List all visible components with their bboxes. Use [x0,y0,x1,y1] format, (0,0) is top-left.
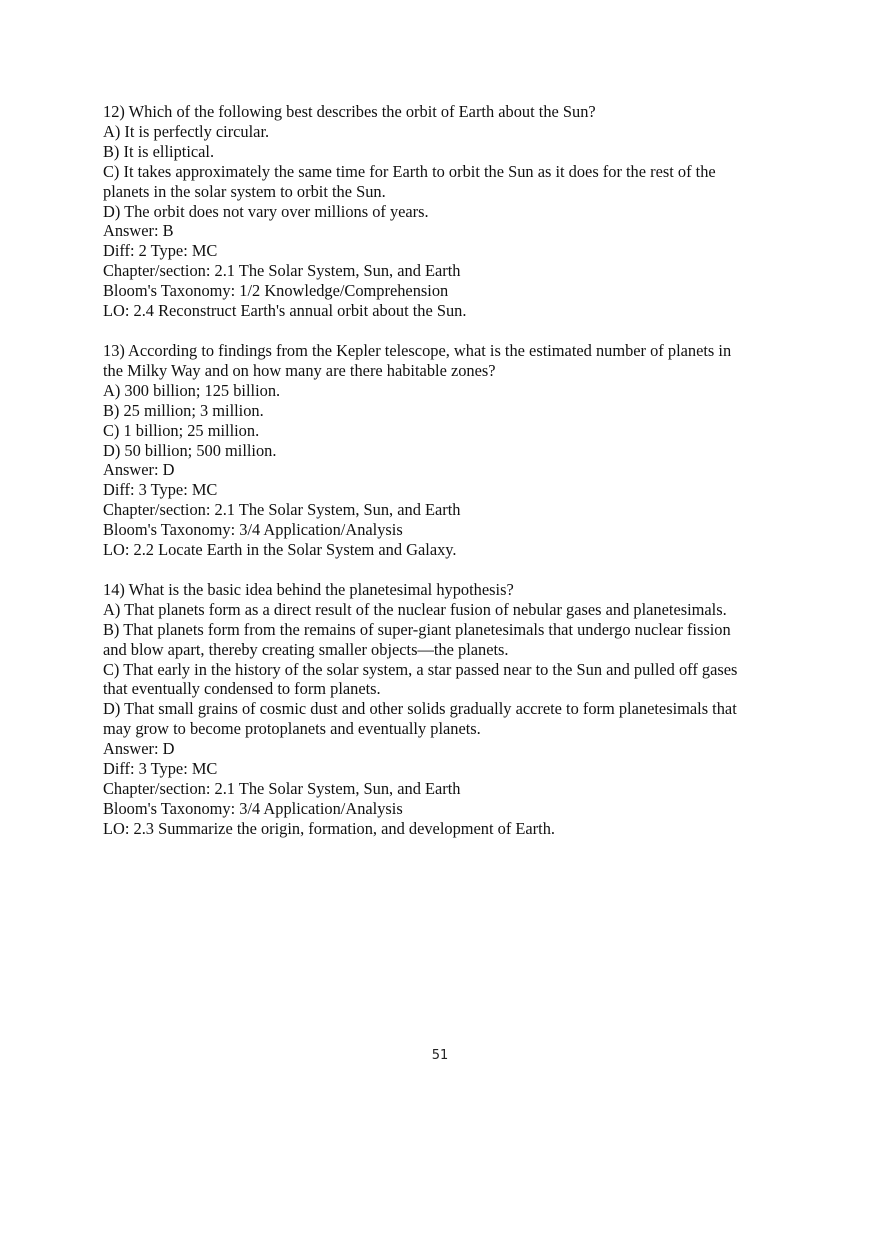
question-12-prompt: 12) Which of the following best describes the orbit of Earth about the Sun? [103,102,596,121]
question-13-answer: Answer: D [103,460,175,480]
question-14-bloom: Bloom's Taxonomy: 3/4 Application/Analysis [103,798,403,818]
question-13-option-a: A) 300 billion; 125 billion. [103,380,281,400]
question-12-option-c-line-2: planets in the solar system to orbit the Sun. [103,181,386,201]
question-14-option-a: A) That planets form as a direct result of the nuclear fusion of nebular gases and planetesimals. [103,599,727,619]
question-12-option-d: D) The orbit does not vary over millions of years. [103,201,429,221]
document-page [103,102,793,859]
question-12-option-a: A) It is perfectly circular. [103,121,270,141]
question-12-bloom: Bloom's Taxonomy: 1/2 Knowledge/Comprehension [103,281,449,301]
question-14-option-b-line-1: B) That planets form from the remains of super-giant planetesimals that undergo nuclear fission [103,619,731,639]
question-13-prompt-line-1: 13) According to findings from the Kepler telescope, what is the estimated number of planets in [103,340,732,360]
question-12-chapter: Chapter/section: 2.1 The Solar System, Sun, and Earth [103,261,461,281]
question-14-option-d-line-1: D) That small grains of cosmic dust and other solids gradually accrete to form planetesimals that [103,699,737,719]
question-14-prompt: 14) What is the basic idea behind the planetesimal hypothesis? [103,579,514,599]
question-14-option-d-line-2: may grow to become protoplanets and eventually planets. [103,719,481,739]
question-13-bloom: Bloom's Taxonomy: 3/4 Application/Analysis [103,520,403,540]
question-13-prompt-line-2: the Milky Way and on how many are there habitable zones? [103,360,496,380]
question-12-option-b: B) It is elliptical. [103,141,215,161]
page-number: 51 [431,1048,449,1063]
question-14-option-c-line-1: C) That early in the history of the solar system, a star passed near to the Sun and pulled off gases [103,659,738,679]
question-13-lo: LO: 2.2 Locate Earth in the Solar System and Galaxy. [103,540,457,560]
question-12-answer: Answer: B [103,221,174,241]
question-13-difficulty: Diff: 3 Type: MC [103,480,218,500]
question-13-option-d: D) 50 billion; 500 million. [103,440,277,460]
question-14-option-b-line-2: and blow apart, thereby creating smaller objects—the planets. [103,639,509,659]
question-12-difficulty: Diff: 2 Type: MC [103,241,218,261]
question-13-chapter: Chapter/section: 2.1 The Solar System, Sun, and Earth [103,500,461,520]
question-13 [103,341,793,560]
question-14-answer: Answer: D [103,739,175,759]
question-13-option-c: C) 1 billion; 25 million. [103,420,260,440]
question-12 [103,102,793,321]
question-12-option-c-line-1: C) It takes approximately the same time for Earth to orbit the Sun as it does for the rest of the [103,161,716,181]
question-14-chapter: Chapter/section: 2.1 The Solar System, Sun, and Earth [103,779,461,798]
question-12-lo: LO: 2.4 Reconstruct Earth's annual orbit about the Sun. [103,301,467,321]
question-14 [103,580,793,839]
question-14-difficulty: Diff: 3 Type: MC [103,759,218,779]
question-13-option-b: B) 25 million; 3 million. [103,400,264,420]
question-14-option-c-line-2: that eventually condensed to form planets. [103,679,381,699]
question-14-lo: LO: 2.3 Summarize the origin, formation, and development of Earth. [103,818,555,838]
